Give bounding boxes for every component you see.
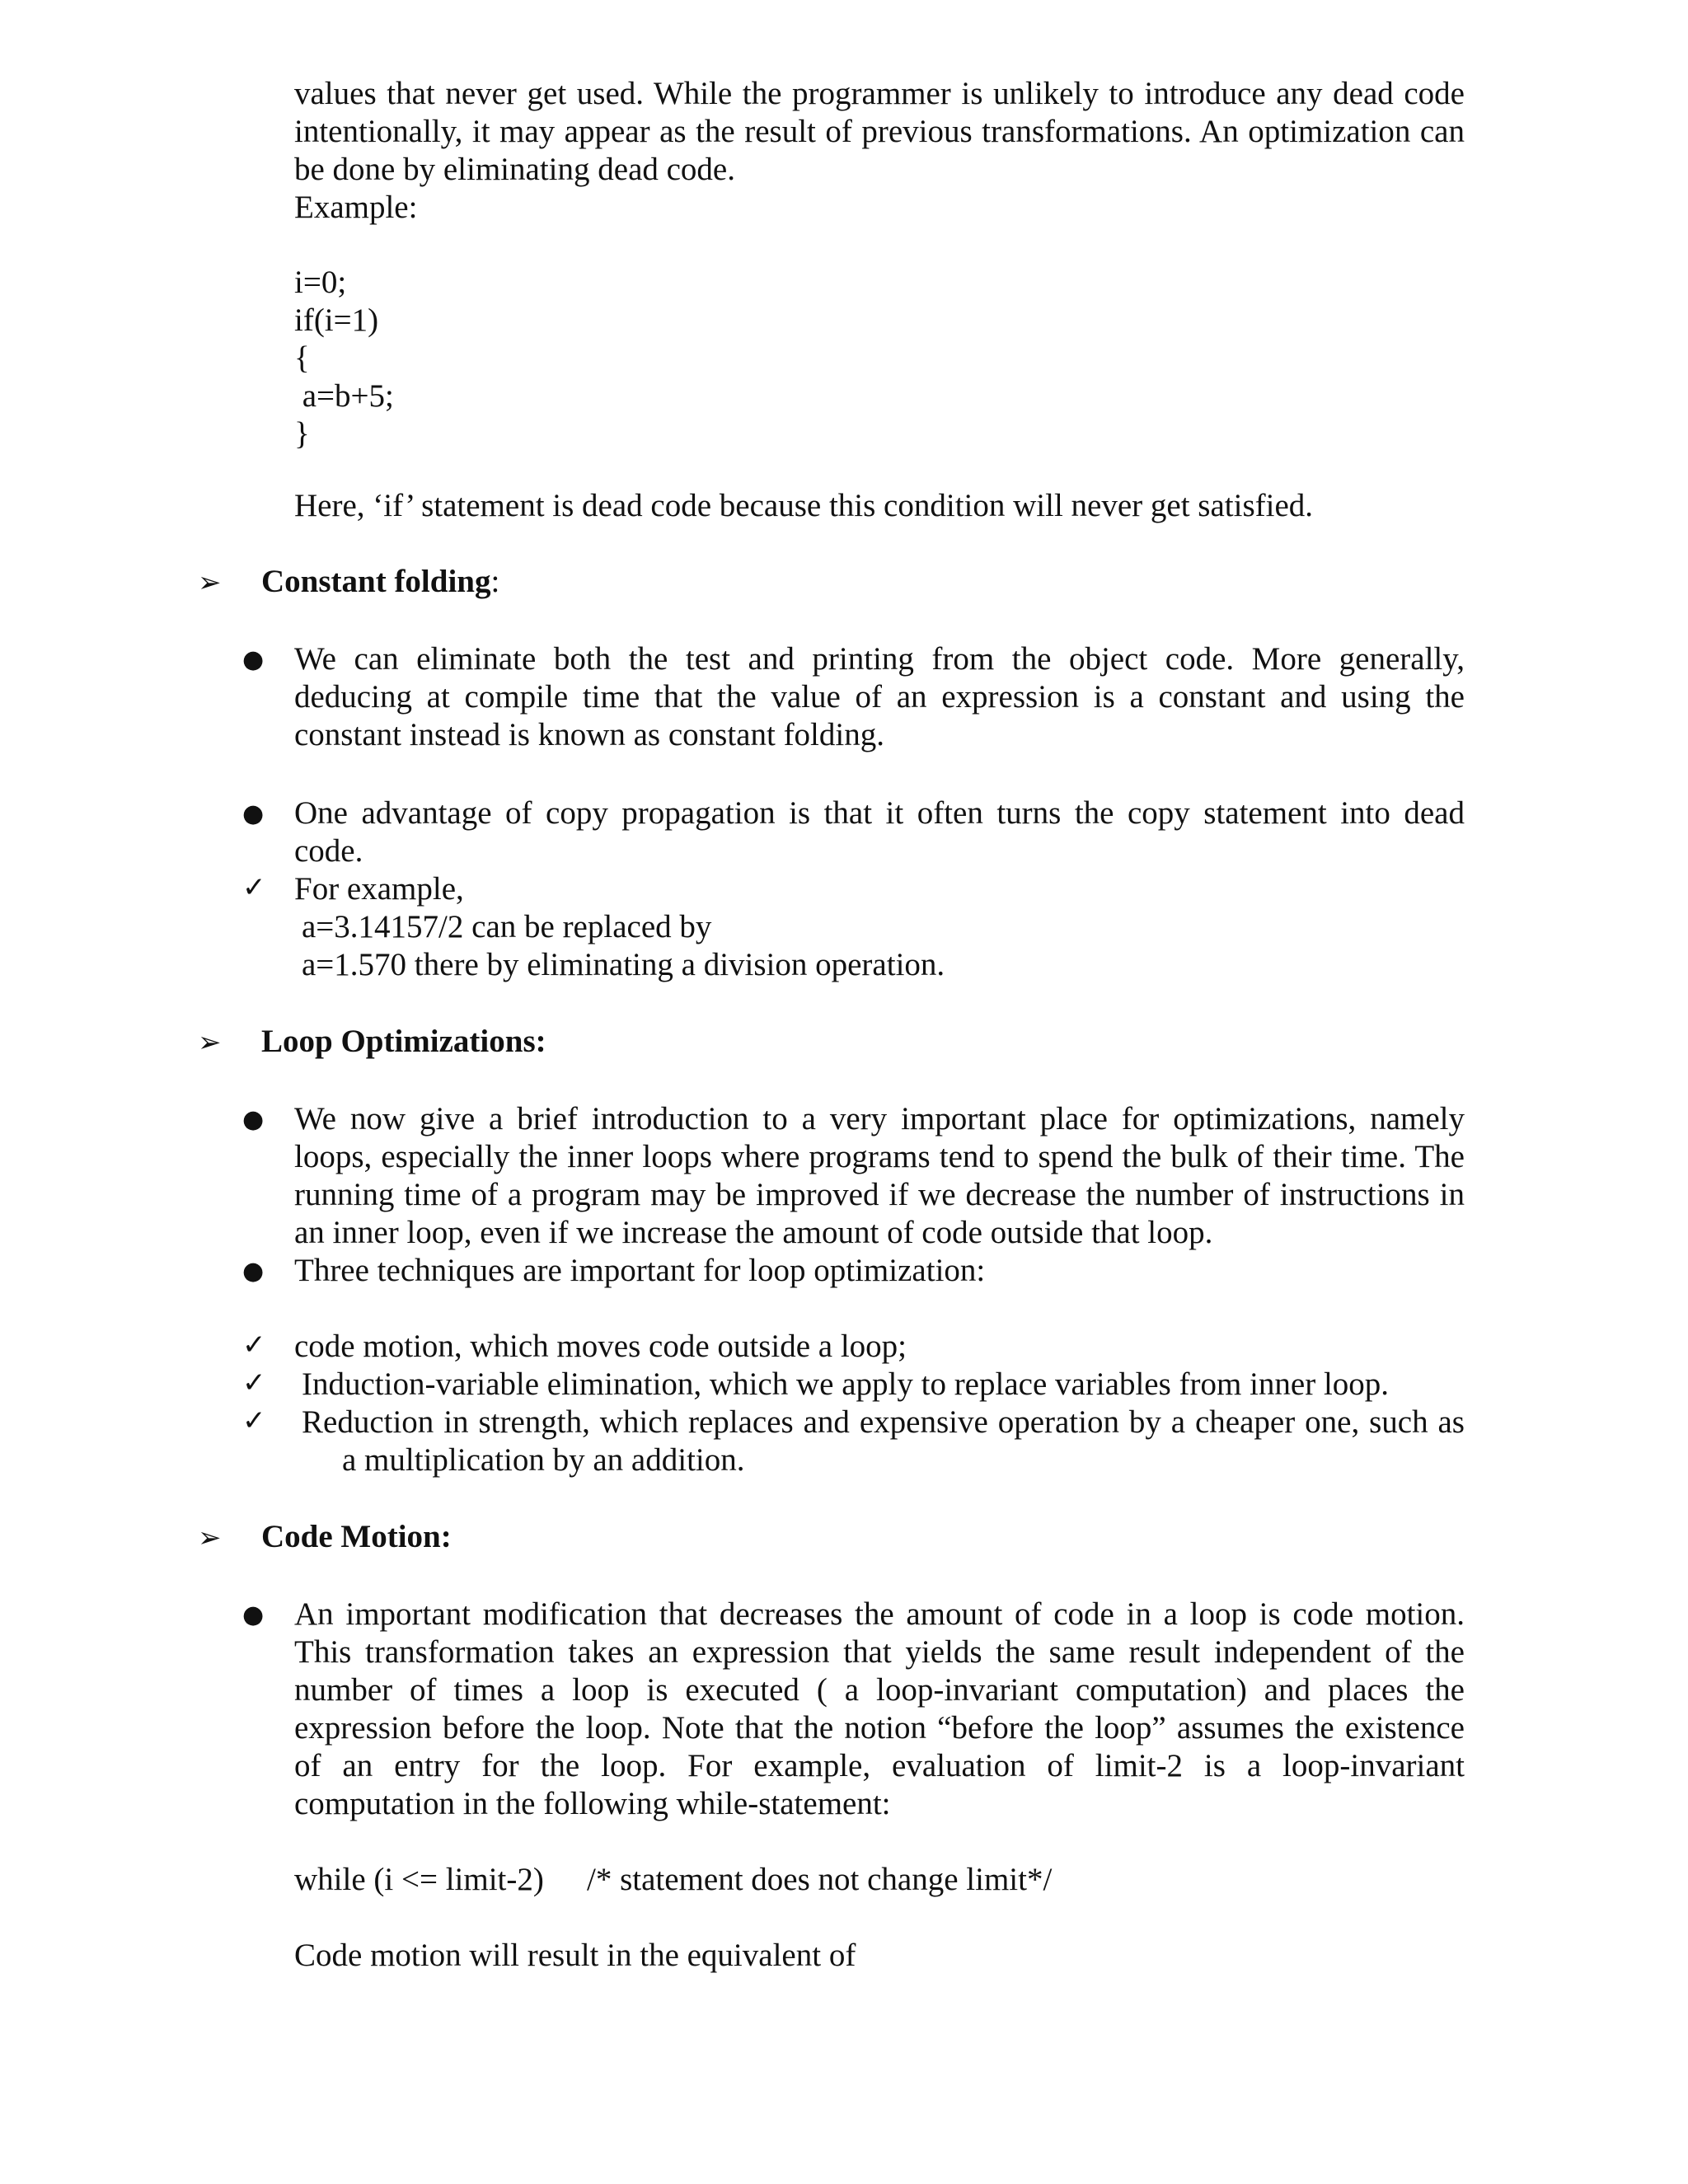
while-comment: /* statement does not change limit*/ <box>587 1862 1053 1897</box>
intro-line: intentionally, it may appear as the result of previous transformations. An optimization can <box>294 114 1465 149</box>
constant-folding-paragraph <box>294 640 1465 716</box>
techniques-line: Three techniques are important for loop optimization: <box>294 1253 986 1288</box>
intro-paragraph <box>294 75 1465 151</box>
code-motion-result: Code motion will result in the equivalent of <box>294 1938 856 1973</box>
code-line: if(i=1) <box>294 302 379 338</box>
bullet-icon: ● <box>242 1601 265 1629</box>
paragraph-line: of an entry for the loop. For example, evaluation of limit-2 is a loop-invariant <box>294 1748 1465 1783</box>
paragraph-line: running time of a program may be improved if we decrease the number of instructions in <box>294 1177 1465 1212</box>
arrow-bullet-icon: ➢ <box>198 566 222 599</box>
code-line: a=b+5; <box>294 378 394 414</box>
dead-code-note: Here, ‘if’ statement is dead code because this condition will never get satisfied. <box>294 488 1314 523</box>
paragraph-line: One advantage of copy propagation is that it often turns the copy statement into dead <box>294 795 1465 831</box>
copy-propagation-paragraph <box>294 794 1465 832</box>
technique-reduction-cont: a multiplication by an addition. <box>342 1442 745 1478</box>
code-line: { <box>294 340 310 376</box>
paragraph-line: computation in the following while-statement: <box>294 1786 891 1821</box>
bullet-icon: ● <box>242 645 265 674</box>
example-line: a=3.14157/2 can be replaced by <box>302 909 712 944</box>
paragraph-line: constant instead is known as constant folding. <box>294 717 884 752</box>
arrow-bullet-icon: ➢ <box>198 1521 222 1554</box>
paragraph-line: loops, especially the inner loops where programs tend to spend the bulk of their time. The <box>294 1139 1465 1174</box>
example-label: Example: <box>294 190 418 225</box>
loop-intro-paragraph <box>294 1100 1465 1214</box>
arrow-bullet-icon: ➢ <box>198 1026 222 1059</box>
section-heading: Constant folding <box>261 564 491 599</box>
paragraph-line: deducing at compile time that the value of an expression is a constant and using the <box>294 679 1465 715</box>
code-motion-heading: Code Motion: <box>261 1519 452 1554</box>
checkmark-icon: ✓ <box>242 1404 266 1437</box>
code-line: i=0; <box>294 265 347 300</box>
technique-code-motion: code motion, which moves code outside a loop; <box>294 1329 907 1364</box>
intro-line: values that never get used. While the programmer is unlikely to introduce any dead code <box>294 76 1465 111</box>
paragraph-line: An important modification that decreases the amount of code in a loop is code motion. <box>294 1596 1465 1632</box>
paragraph-line: This transformation takes an expression that yields the same result independent of the <box>294 1634 1465 1670</box>
bullet-icon: ● <box>242 799 265 828</box>
example-line: a=1.570 there by eliminating a division operation. <box>302 947 945 982</box>
check-example-label: For example, <box>294 871 464 907</box>
checkmark-icon: ✓ <box>242 1366 266 1399</box>
paragraph-line: We can eliminate both the test and printing from the object code. More generally, <box>294 641 1465 677</box>
paragraph-line: We now give a brief introduction to a very important place for optimizations, namely <box>294 1101 1465 1137</box>
paragraph-line: an inner loop, even if we increase the amount of code outside that loop. <box>294 1215 1213 1250</box>
while-code: while (i <= limit-2) <box>294 1862 544 1897</box>
bullet-icon: ● <box>242 1257 265 1286</box>
constant-folding-heading <box>261 563 499 601</box>
checkmark-icon: ✓ <box>242 1329 266 1361</box>
heading-suffix: : <box>490 564 500 599</box>
code-motion-paragraph <box>294 1596 1465 1785</box>
loop-optimizations-heading: Loop Optimizations: <box>261 1024 546 1059</box>
technique-reduction: Reduction in strength, which replaces and expensive operation by a cheaper one, such as <box>302 1404 1465 1440</box>
paragraph-line: expression before the loop. Note that the notion “before the loop” assumes the existence <box>294 1710 1465 1746</box>
bullet-icon: ● <box>242 1105 265 1134</box>
technique-induction: Induction-variable elimination, which we apply to replace variables from inner loop. <box>302 1366 1390 1402</box>
code-line: } <box>294 416 310 452</box>
paragraph-line: code. <box>294 833 363 869</box>
checkmark-icon: ✓ <box>242 871 266 904</box>
intro-line: be done by eliminating dead code. <box>294 152 735 187</box>
paragraph-line: number of times a loop is executed ( a loop-invariant computation) and places the <box>294 1672 1465 1708</box>
